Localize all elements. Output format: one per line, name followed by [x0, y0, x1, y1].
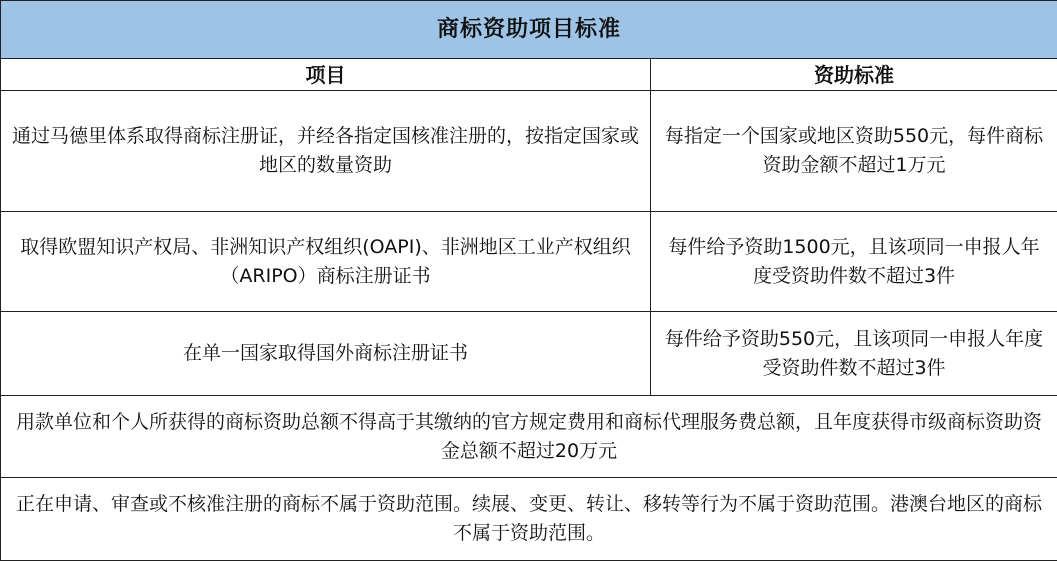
table-row [1, 91, 1057, 212]
row-standard-cell: 每指定一个国家或地区资助550元，每件商标资助金额不超过1万元 [651, 91, 1057, 212]
table-row [1, 312, 1057, 396]
note-cell-exclusions: 正在申请、审查或不核准注册的商标不属于资助范围。续展、变更、转让、移转等行为不属于资助范围。港澳台地区的商标不属于资助范围。 [1, 478, 1057, 561]
note-row [1, 396, 1057, 478]
column-header-standard: 资助标准 [651, 59, 1057, 91]
row-standard-cell: 每件给予资助1500元，且该项同一申报人年度受资助件数不超过3件 [651, 212, 1057, 312]
note-row [1, 478, 1057, 561]
note-cell-funding-cap: 用款单位和个人所获得的商标资助总额不得高于其缴纳的官方规定费用和商标代理服务费总额，且年度获得市级商标资助资金总额不超过20万元 [1, 396, 1057, 478]
column-header-item: 项目 [1, 59, 651, 91]
table-row [1, 212, 1057, 312]
row-standard-cell: 每件给予资助550元，且该项同一申报人年度受资助件数不超过3件 [651, 312, 1057, 396]
row-item-cell: 在单一国家取得国外商标注册证书 [1, 312, 651, 396]
row-item-cell: 通过马德里体系取得商标注册证，并经各指定国核准注册的，按指定国家或地区的数量资助 [1, 91, 651, 212]
table-title: 商标资助项目标准 [1, 1, 1057, 59]
title-row [1, 1, 1057, 59]
row-item-cell: 取得欧盟知识产权局、非洲知识产权组织(OAPI)、非洲地区工业产权组织（ARIPO）商标注册证书 [1, 212, 651, 312]
header-row [1, 59, 1057, 91]
